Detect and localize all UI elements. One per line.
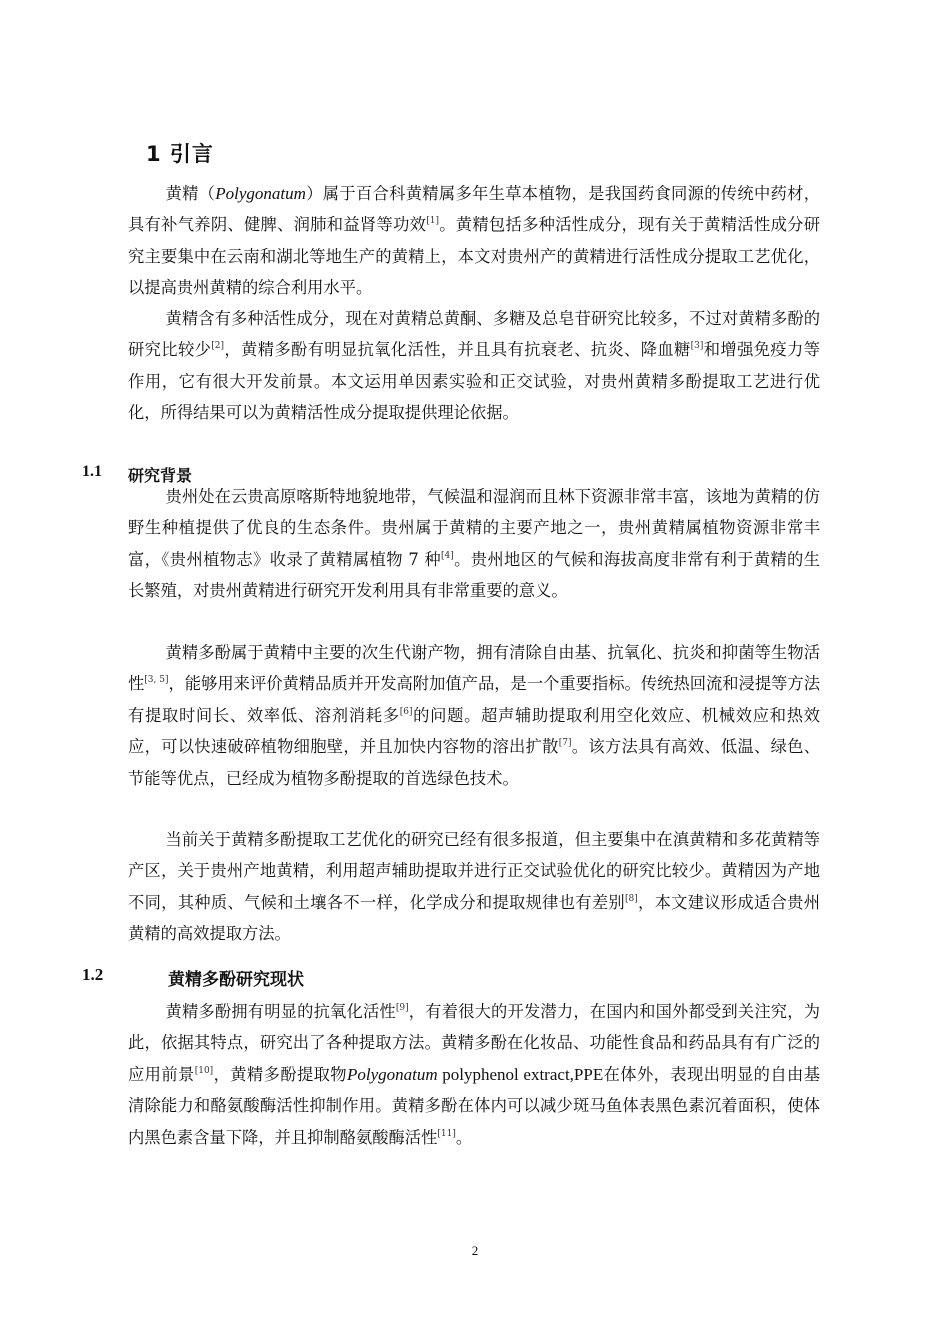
text: 黄精多酚拥有明显的抗氧化活性 [165,1002,396,1021]
citation: [7] [558,738,572,749]
latin-name: Polygonatum [346,1064,438,1084]
heading-introduction: 1 引言 [146,142,214,166]
citation: [2] [211,341,225,352]
latin-name: Polygonatum [215,184,306,203]
citation: [1] [426,216,439,227]
text: ，黄精多酚有明显抗氧化活性，并且具有抗衰老、抗炎、降血糖 [224,340,691,360]
citation: [3] [690,341,704,352]
text: 黄精多酚属于黄精中主要的次生代谢产物，拥有清除自由基、抗氧化、抗炎和抑菌等生物活性 [128,643,820,694]
text: 贵州处在云贵高原喀斯特地貌地带，气候温和湿润而且林下资源非常丰富，该地为黄精的仿野生种植提供了优良的生态条件。贵州属于黄精的主要产地之一，贵州黄精属植物资源非常丰富，《贵州植物志》收录了黄精属植物 7 种 [128,487,820,569]
text: ，能够用来评价黄精品质并开发高附加值产品，是一个重要指标。传统热回流和浸提等方法有提取时间长、效率低、溶剂消耗多 [128,674,820,725]
text: 黄精（ [165,184,216,203]
paragraph-6 [128,996,820,1153]
text: 。贵州地区的气候和海拔高度非常有利于黄精的生长繁殖，对贵州黄精进行研究开发利用具有非常重要的意义。 [128,549,820,601]
text: 在体外，表现出明显的自由基清除能力和酪氨酸酶活性抑制作用。黄精多酚在体内可以减少斑马鱼体表黑色素沉着面积，使体内黑色素含量下降，并且抑制酪氨酸酶活性 [128,1064,820,1147]
paragraph-4 [128,637,820,794]
section-number: 1.1 [82,463,102,480]
section-title: 黄精多酚研究现状 [168,970,304,990]
text: ，本文建议形成适合贵州黄精的高效提取方法。 [128,892,820,944]
text: ，黄精多酚提取物 [213,1064,347,1084]
paragraph-2 [128,303,820,429]
text: 黄精含有多种活性成分，现在对黄精总黄酮、多糖及总皂苷研究比较多，不过对黄精多酚的研究比较少 [128,309,820,360]
section-number: 1.2 [82,965,104,984]
text: ）属于百合科黄精属多年生草本植物，是我国药食同源的传统中药材，具有补气养阴、健脾、润肺和益肾等功效 [128,184,820,235]
paragraph-5 [128,824,820,950]
citation: [9] [395,1003,409,1013]
text: 。 [455,1127,473,1147]
section-title: 研究背景 [128,466,193,485]
text: 。黄精包括多种活性成分，现有关于黄精活性成分研究主要集中在云南和湖北等地生产的黄精上，本文对贵州产的黄精进行活性成分提取工艺优化，以提高贵州黄精的综合利用水平。 [128,215,820,298]
citation: [4] [440,550,454,561]
latin-text: polyphenol extract,PPE [437,1064,604,1084]
citation: [3, 5] [144,675,169,686]
paragraph-3 [128,481,820,607]
citation: [8] [625,893,638,904]
citation: [11] [437,1128,456,1139]
page-number: 2 [471,1243,479,1258]
citation: [6] [399,706,413,717]
text: 的问题。超声辅助提取利用空化效应、机械效应和热效应，可以快速破碎植物细胞壁，并且加快内容物的溶出扩散 [128,705,820,757]
text: 当前关于黄精多酚提取工艺优化的研究已经有很多报道，但主要集中在滇黄精和多花黄精等产区，关于贵州产地黄精，利用超声辅助提取并进行正交试验优化的研究比较少。黄精因为产地不同，其种质、气候和土壤各不一样，化学成分和提取规律也有差别 [128,830,820,912]
text: 和增强免疫力等作用，它有很大开发前景。本文运用单因素实验和正交试验，对贵州黄精多酚提取工艺进行优化，所得结果可以为黄精活性成分提取提供理论依据。 [128,340,820,423]
citation: [10] [194,1065,214,1076]
text: ，有着很大的开发潜力，在国内和国外都受到关注究，为此，依据其特点，研究出了各种提取方法。黄精多酚在化妆品、功能性食品和药品具有有广泛的应用前景 [128,1002,820,1084]
paragraph-1 [128,178,820,304]
text: 。该方法具有高效、低温、绿色、节能等优点，已经成为植物多酚提取的首选绿色技术。 [128,737,820,788]
